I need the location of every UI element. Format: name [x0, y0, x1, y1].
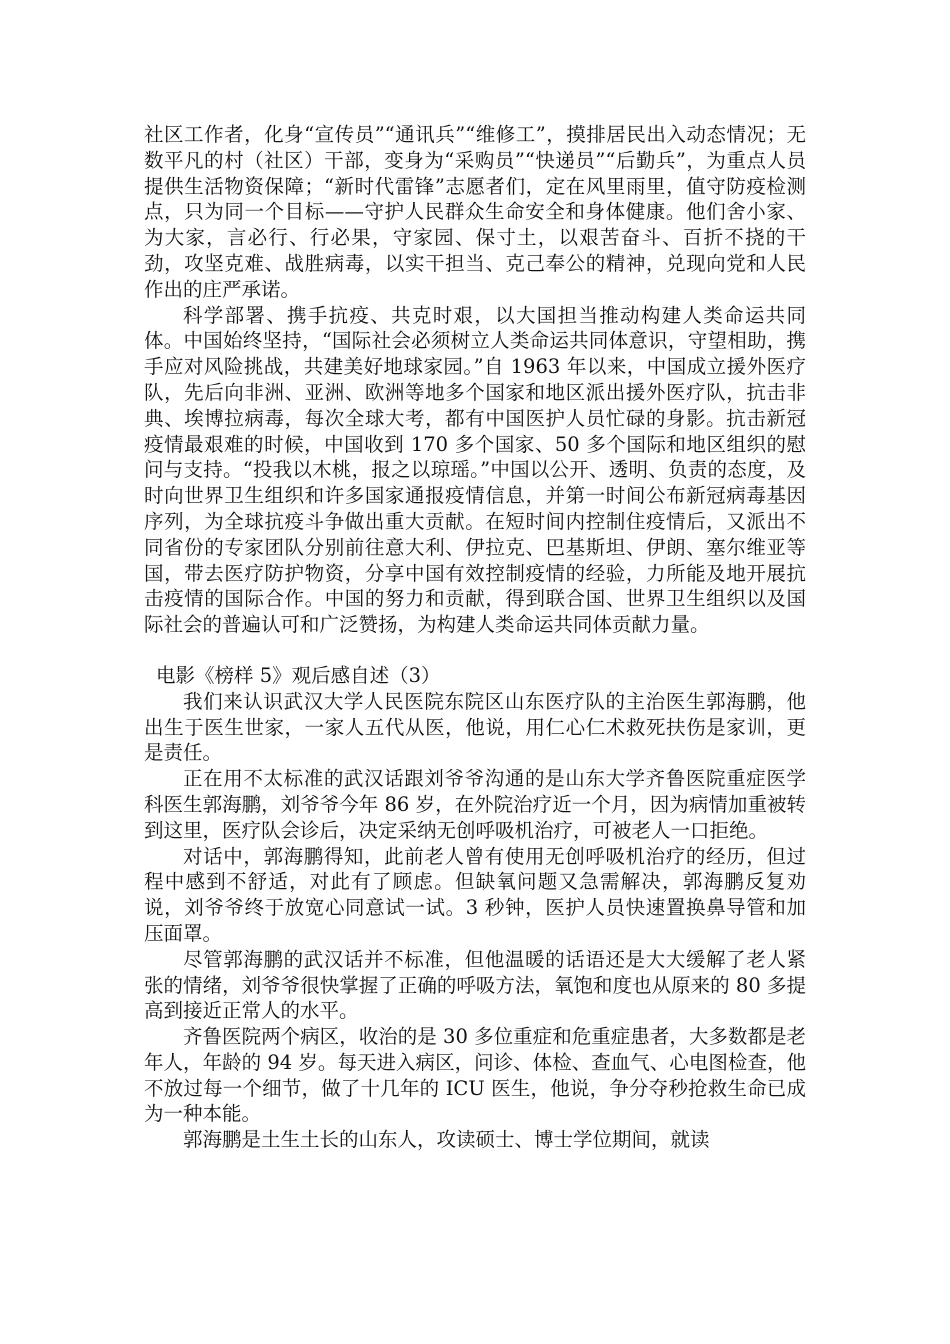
- paragraph-community-of-shared-future: 科学部署、携手抗疫、共克时艰，以大国担当推动构建人类命运共同体。中国始终坚持，“国际社会必须树立人类命运共同体意识，守望相助，携手应对风险挑战，共建美好地球家园。”自 1963 年以来，中国成立援外医疗队，先后向非洲、亚洲、欧洲等地多个国家和地区派出援外医疗队，抗击非典、埃博拉病毒，每次全球大考，都有中国医护人员忙碌的身影。抗击新冠疫情最艰难的时候，中国收到 170 多个国家、50 多个国际和地区组织的慰问与支持。“投我以木桃，报之以琼瑶。”中国以公开、透明、负责的态度，及时向世界卫生组织和许多国家通报疫情信息，并第一时间公布新冠病毒基因序列，为全球抗疫斗争做出重大贡献。在短时间内控制住疫情后，又派出不同省份的专家团队分别前往意大利、伊拉克、巴基斯坦、伊朗、塞尔维亚等国，带去医疗防护物资，分享中国有效控制疫情的经验，力所能及地开展抗击疫情的国际合作。中国的努力和贡献，得到联合国、世界卫生组织以及国际社会的普遍认可和广泛赞扬，为构建人类命运共同体贡献力量。: [144, 303, 806, 637]
- paragraph-guo-haipeng-intro: 我们来认识武汉大学人民医院东院区山东医疗队的主治医生郭海鹏，他出生于医生世家，一家人五代从医，他说，用仁心仁术救死扶伤是家训，更是责任。: [144, 689, 806, 765]
- paragraph-grandpa-liu: 正在用不太标准的武汉话跟刘爷爷沟通的是山东大学齐鲁医院重症医学科医生郭海鹏，刘爷爷今年 86 岁，在外院治疗近一个月，因为病情加重被转到这里，医疗队会诊后，决定采纳无创呼吸机治疗，可被老人一口拒绝。: [144, 767, 806, 842]
- paragraph-dialogue: 对话中，郭海鹏得知，此前老人曾有使用无创呼吸机治疗的经历，但过程中感到不舒适，对此有了顾虑。但缺氧问题又急需解决，郭海鹏反复劝说，刘爷爷终于放宽心同意试一试。3 秒钟，医护人员快速置换鼻导管和加压面罩。: [144, 844, 806, 945]
- section-title: 电影《榜样 5》观后感自述（3）: [156, 663, 441, 687]
- paragraph-wuhan-dialect: 尽管郭海鹏的武汉话并不标准，但他温暖的话语还是大大缓解了老人紧张的情绪，刘爷爷很快掌握了正确的呼吸方法，氧饱和度也从原来的 80 多提高到接近正常人的水平。: [144, 947, 806, 1023]
- paragraph-shandong-native: 郭海鹏是土生土长的山东人，攻读硕士、博士学位期间，就读: [183, 1128, 710, 1152]
- document-page: [144, 122, 806, 1153]
- section-gap: [144, 638, 806, 663]
- paragraph-community-workers: 社区工作者，化身“宣传员”“通讯兵”“维修工”，摸排居民出入动态情况；无数平凡的村（社区）干部，变身为“采购员”“快递员”“后勤兵”，为重点人员提供生活物资保障；“新时代雷锋”志愿者们，定在风里雨里，值守防疫检测点，只为同一个目标——守护人民群众生命安全和身体健康。他们舍小家、为大家，言必行、行必果，守家园、保寸土，以艰苦奋斗、百折不挠的干劲，攻坚克难、战胜病毒，以实干担当、克己奉公的精神，兑现向党和人民作出的庄严承诺。: [144, 123, 806, 301]
- paragraph-qilu-hospital: 齐鲁医院两个病区，收治的是 30 多位重症和危重症患者，大多数都是老年人，年龄的 94 岁。每天进入病区，问诊、体检、查血气、心电图检查，他不放过每一个细节，做了十几年的 ICU 医生，他说，争分夺秒抢救生命已成为一种本能。: [144, 1025, 806, 1126]
